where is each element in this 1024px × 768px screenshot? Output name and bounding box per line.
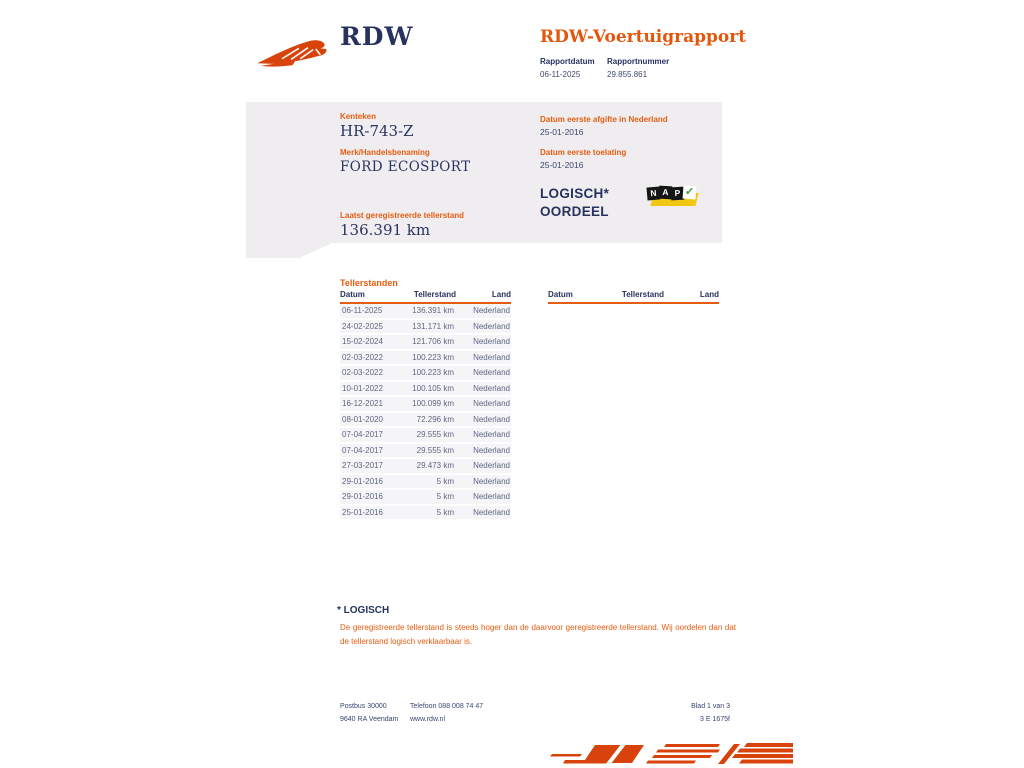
- tellerstand-cell: 29.555 km: [410, 444, 456, 460]
- footer-phone: Telefoon 088 008 74 47: [410, 703, 484, 710]
- toelating-label: Datum eerste toelating: [540, 148, 627, 157]
- afgifte-field: [540, 115, 668, 137]
- datum-cell: 02-03-2022: [340, 351, 410, 367]
- tellerstand-cell: 5 km: [410, 506, 456, 522]
- footer-page-info: [540, 700, 730, 726]
- land-cell: Nederland: [456, 475, 511, 491]
- toelating-field: [540, 148, 626, 170]
- land-cell: Nederland: [456, 428, 511, 444]
- merk-label: Merk/Handelsbenaming: [340, 148, 430, 157]
- tellerstand-cell: 100.105 km: [410, 382, 456, 398]
- nap-logo: [647, 184, 699, 210]
- table-row: [340, 490, 511, 506]
- tellerstanden-table-right: [548, 290, 719, 304]
- tellerstand-cell: 72.296 km: [410, 413, 456, 429]
- col-header-land: Land: [456, 290, 511, 304]
- report-number-field: [607, 57, 669, 79]
- tellerstand-cell: 5 km: [410, 475, 456, 491]
- nap-letter-n: N: [646, 186, 660, 200]
- table-row: [340, 413, 511, 429]
- col-header-datum: Datum: [340, 290, 410, 304]
- tellerstand-cell: 100.099 km: [410, 397, 456, 413]
- land-cell: Nederland: [456, 366, 511, 382]
- land-cell: Nederland: [456, 490, 511, 506]
- tellerstand-cell: 131.171 km: [410, 320, 456, 336]
- tellerstand-cell: 29.473 km: [410, 459, 456, 475]
- rdw-bird-logo-icon: [256, 28, 334, 70]
- footer-doc-code: 3 E 1675f: [700, 716, 730, 723]
- tellerstand-value: 136.391 km: [340, 221, 431, 239]
- footnote-text: De geregistreerde tellerstand is steeds hoger dan de daarvoor geregistreerde tellerstand. Wij oordelen dan dat de tellerstand logisch verklaarbaar is.: [340, 623, 736, 646]
- table-row: [340, 506, 511, 522]
- footer-address: [340, 700, 398, 726]
- footnote-title: * LOGISCH: [337, 605, 390, 616]
- tellerstanden-section-title: Tellerstanden: [340, 278, 398, 288]
- footer-address-line2: 9640 RA Veendam: [340, 716, 399, 723]
- tellerstand-cell: 100.223 km: [410, 366, 456, 382]
- col-header-tellerstand: Tellerstand: [410, 290, 456, 304]
- oordeel-line2: OORDEEL: [540, 203, 609, 219]
- footer-website: www.rdw.nl: [410, 716, 446, 723]
- datum-cell: 15-02-2024: [340, 335, 410, 351]
- tellerstand-cell: 136.391 km: [410, 304, 456, 320]
- afgifte-label: Datum eerste afgifte in Nederland: [540, 115, 668, 124]
- land-cell: Nederland: [456, 397, 511, 413]
- datum-cell: 25-01-2016: [340, 506, 410, 522]
- kenteken-label: Kenteken: [340, 112, 377, 121]
- datum-cell: 07-04-2017: [340, 444, 410, 460]
- land-cell: Nederland: [456, 320, 511, 336]
- table-row: [340, 444, 511, 460]
- report-number-value: 29.855.861: [607, 70, 648, 79]
- tellerstand-label: Laatst geregistreerde tellerstand: [340, 211, 465, 220]
- rdw-wordmark: RDW: [340, 22, 414, 51]
- afgifte-value: 25-01-2016: [540, 127, 584, 137]
- merk-value: FORD ECOSPORT: [340, 159, 471, 175]
- footer-address-line1: Postbus 30000: [340, 703, 387, 710]
- vehicle-summary-box-tail: [246, 243, 332, 258]
- table-row: [340, 366, 511, 382]
- footer-contact: [410, 700, 483, 726]
- datum-cell: 29-01-2016: [340, 475, 410, 491]
- oordeel-verdict: [540, 185, 609, 220]
- table-row: [340, 428, 511, 444]
- datum-cell: 16-12-2021: [340, 397, 410, 413]
- land-cell: Nederland: [456, 413, 511, 429]
- col-header-land: Land: [664, 290, 719, 304]
- nap-letter-a: A: [659, 186, 673, 200]
- tellerstand-cell: 100.223 km: [410, 351, 456, 367]
- table-row: [340, 351, 511, 367]
- table-row: [340, 459, 511, 475]
- datum-cell: 06-11-2025: [340, 304, 410, 320]
- footer-page-number: Blad 1 van 3: [691, 703, 730, 710]
- land-cell: Nederland: [456, 351, 511, 367]
- datum-cell: 24-02-2025: [340, 320, 410, 336]
- table-header-row: [548, 290, 719, 304]
- land-cell: Nederland: [456, 459, 511, 475]
- datum-cell: 08-01-2020: [340, 413, 410, 429]
- land-cell: Nederland: [456, 304, 511, 320]
- nap-letter-p: P: [671, 187, 685, 201]
- table-row: [340, 335, 511, 351]
- report-date-field: [540, 57, 595, 79]
- report-number-label: Rapportnummer: [607, 57, 670, 66]
- land-cell: Nederland: [456, 506, 511, 522]
- tellerstand-cell: 29.555 km: [410, 428, 456, 444]
- page-title: RDW-Voertuigrapport: [540, 27, 747, 47]
- kenteken-field: [340, 112, 414, 140]
- rdw-stripes-graphic: [548, 741, 793, 768]
- tellerstanden-table-left: [340, 290, 511, 521]
- table-header-row: [340, 290, 511, 304]
- report-date-value: 06-11-2025: [540, 70, 581, 79]
- table-row: [340, 397, 511, 413]
- tellerstand-cell: 5 km: [410, 490, 456, 506]
- land-cell: Nederland: [456, 335, 511, 351]
- col-header-tellerstand: Tellerstand: [618, 290, 664, 304]
- table-row: [340, 382, 511, 398]
- datum-cell: 02-03-2022: [340, 366, 410, 382]
- tellerstand-cell: 121.706 km: [410, 335, 456, 351]
- report-date-label: Rapportdatum: [540, 57, 595, 66]
- tellerstanden-table-left-body: [340, 304, 511, 521]
- merk-field: [340, 148, 471, 175]
- datum-cell: 10-01-2022: [340, 382, 410, 398]
- kenteken-value: HR-743-Z: [340, 122, 414, 140]
- table-row: [340, 304, 511, 320]
- tellerstand-field: [340, 211, 464, 239]
- datum-cell: 27-03-2017: [340, 459, 410, 475]
- nap-checkmark-icon: ✓: [684, 185, 695, 199]
- land-cell: Nederland: [456, 382, 511, 398]
- datum-cell: 29-01-2016: [340, 490, 410, 506]
- table-row: [340, 475, 511, 491]
- col-header-datum: Datum: [548, 290, 618, 304]
- toelating-value: 25-01-2016: [540, 160, 584, 170]
- oordeel-line1: LOGISCH*: [540, 186, 610, 201]
- table-row: [340, 320, 511, 336]
- land-cell: Nederland: [456, 444, 511, 460]
- datum-cell: 07-04-2017: [340, 428, 410, 444]
